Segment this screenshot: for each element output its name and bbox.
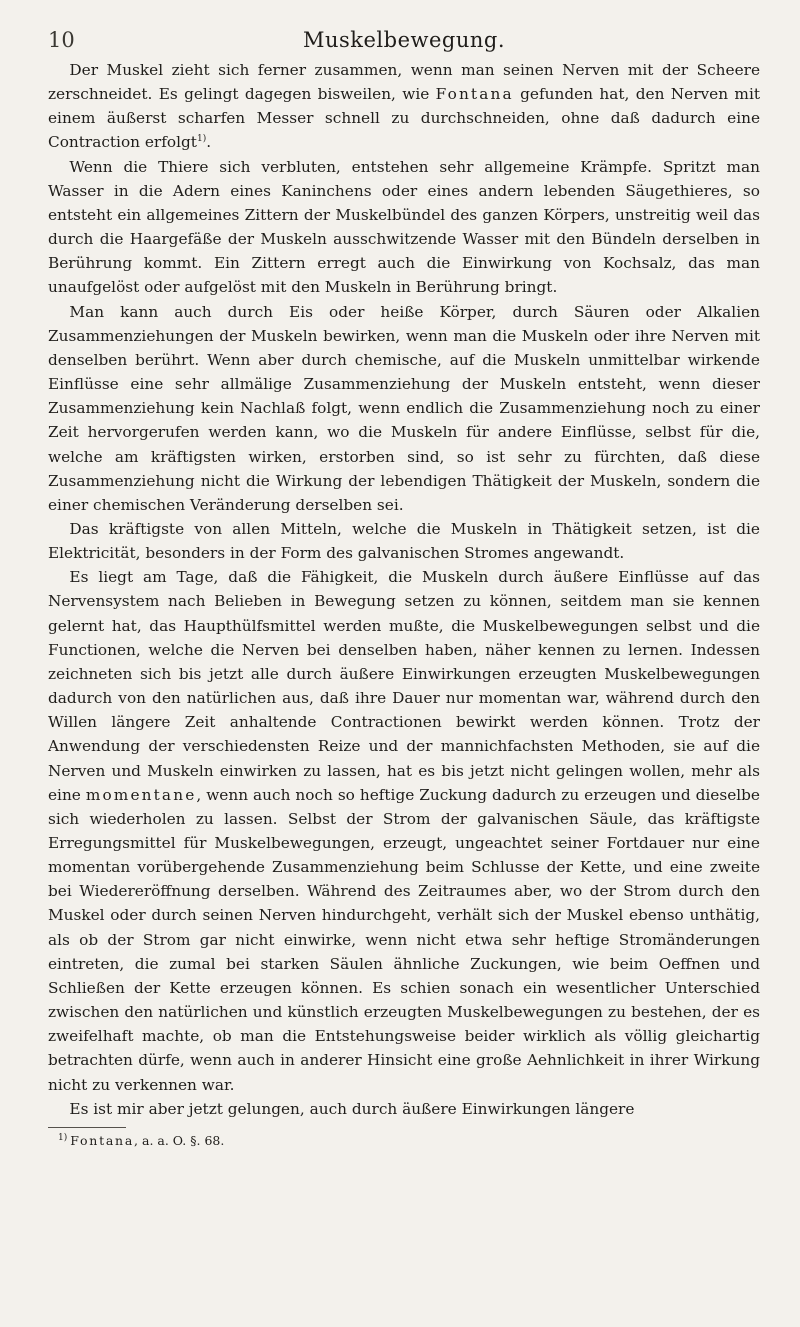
paragraph-4: Das kräftigste von allen Mitteln, welche die Muskeln in Thätigkeit setzen, ist die Elektricität, besonders in der Form des galvanischen Stromes angewandt. — [48, 519, 760, 563]
running-title: Muskelbewegung. — [302, 28, 506, 52]
paragraph-2: Wenn die Thiere sich verbluten, entstehen sehr allgemeine Krämpfe. Spritzt man Wasser in die Adern eines Kaninchens oder eines andern lebenden Säugethieres, so entsteht ein allgemeines Zittern der Muskelbündel des ganzen Körpers, unstreitig weil das durch die Haargefäße der Muskeln ausschwitzende Wasser mit den Bündeln derselben in Berührung kommt. Ein Zittern erregt auch die Einwirkung von Kochsalz, das man unaufgelöst oder aufgelöst mit den Muskeln in Berührung bringt. — [48, 157, 760, 297]
footnote — [48, 1132, 760, 1150]
footnote-reference[interactable]: 1) — [196, 134, 207, 145]
paragraph-5-text-b: , wenn auch noch so heftige Zuckung dadurch zu erzeugen und dieselbe sich wiederholen zu lassen. Selbst der Strom der galvanischen Säule, das kräftigste Erregungsmittel für Muskelbewegungen, erzeugt, ungeachtet seiner Fortdauer nur eine momentan vorübergehende Zusammenziehung beim Schlusse der Kette, und eine zweite bei Wiedereröffnung derselben. Während des Zeitraumes aber, wo der Strom durch den Muskel oder durch seinen Nerven hindurchgeht, verhält sich der Muskel ebenso unthätig, als ob der Strom gar nicht einwirke, wenn nicht etwa sehr heftige Stromänderungen eintreten, die zumal bei starken Säulen ähnliche Zuckungen, wie beim Oeffnen und Schließen der Kette erzeugen können. Es schien sonach ein wesentlicher Unterschied zwischen den natürlichen und künstlich erzeugten Muskelbewegungen zu bestehen, der es zweifelhaft machte, ob man die Entstehungsweise beider wirklich als völlig gleichartig betrachten dürfe, wenn auch in anderer Hinsicht eine große Aehnlichkeit in ihrer Wirkung nicht zu verkennen war. — [48, 785, 760, 1094]
paragraph-5 — [48, 565, 760, 1096]
paragraph-6: Es ist mir aber jetzt gelungen, auch durch äußere Einwirkungen längere — [69, 1099, 635, 1118]
footnote-author: Fontana — [70, 1132, 135, 1148]
paragraph-3: Man kann auch durch Eis oder heiße Körper, durch Säuren oder Alkalien Zusammenziehungen der Muskeln bewirken, wenn man die Muskeln oder ihre Nerven mit denselben berührt. Wenn aber durch chemische, auf die Muskeln unmittelbar wirkende Einflüsse eine sehr allmälige Zusammenziehung der Muskeln entsteht, wenn dieser Zusammenziehung kein Nachlaß folgt, wenn endlich die Zusammenziehung noch zu einer Zeit hervorgerufen werden kann, wo die Muskeln für andere Einflüsse, selbst für die, welche am kräftigsten wirken, erstorben sind, so ist sehr zu fürchten, daß diese Zusammenziehung nicht die Wirkung der lebendigen Thätigkeit der Muskeln, sondern die einer chemischen Veränderung derselben sei. — [48, 302, 760, 514]
running-head — [48, 24, 760, 56]
book-page — [48, 24, 760, 1314]
paragraph-1-tail: . — [206, 133, 212, 152]
page-number: 10 — [48, 28, 75, 52]
paragraph-5-text-a: Es liegt am Tage, daß die Fähigkeit, die Muskeln durch äußere Einflüsse auf das Nervensystem nach Belieben in Bewegung setzen zu können, seitdem man sie kennen gelernt hat, das Haupthülfsmittel werden mußte, die Muskelbewegungen selbst und die Functionen, welche die Nerven bei denselben haben, näher kennen zu lernen. Indessen zeichneten sich bis jetzt alle durch äußere Einwirkungen erzeugten Muskelbewegungen dadurch von den natürlichen aus, daß ihre Dauer nur momentan war, während durch den Willen längere Zeit anhaltende Contractionen bewirkt werden können. Trotz der Anwendung der verschiedensten Reize und der mannichfachsten Methoden, sie auf die Nerven und Muskeln einwirken zu lassen, hat es bis jetzt nicht gelingen wollen, mehr als eine — [48, 568, 760, 804]
paragraph-1-text-b: gefunden hat, den Nerven mit einem äußerst scharfen Messer schnell zu durchschneiden, ohne daß dadurch eine Contraction erfolgt — [48, 85, 760, 152]
footnote-marker: 1) — [58, 1132, 68, 1143]
emphasis-momentane: momentane — [85, 785, 197, 804]
paragraph-1 — [48, 58, 760, 155]
body-text — [48, 58, 760, 1121]
footnote-divider — [48, 1127, 126, 1128]
author-name-fontana: Fontana — [435, 85, 514, 104]
paragraph-1-text-a: Der Muskel zieht sich ferner zusammen, wenn man seinen Nerven mit der Scheere zerschneidet. Es gelingt dagegen bisweilen, wie — [48, 61, 760, 104]
footnote-citation: , a. a. O. §. 68. — [134, 1132, 225, 1148]
